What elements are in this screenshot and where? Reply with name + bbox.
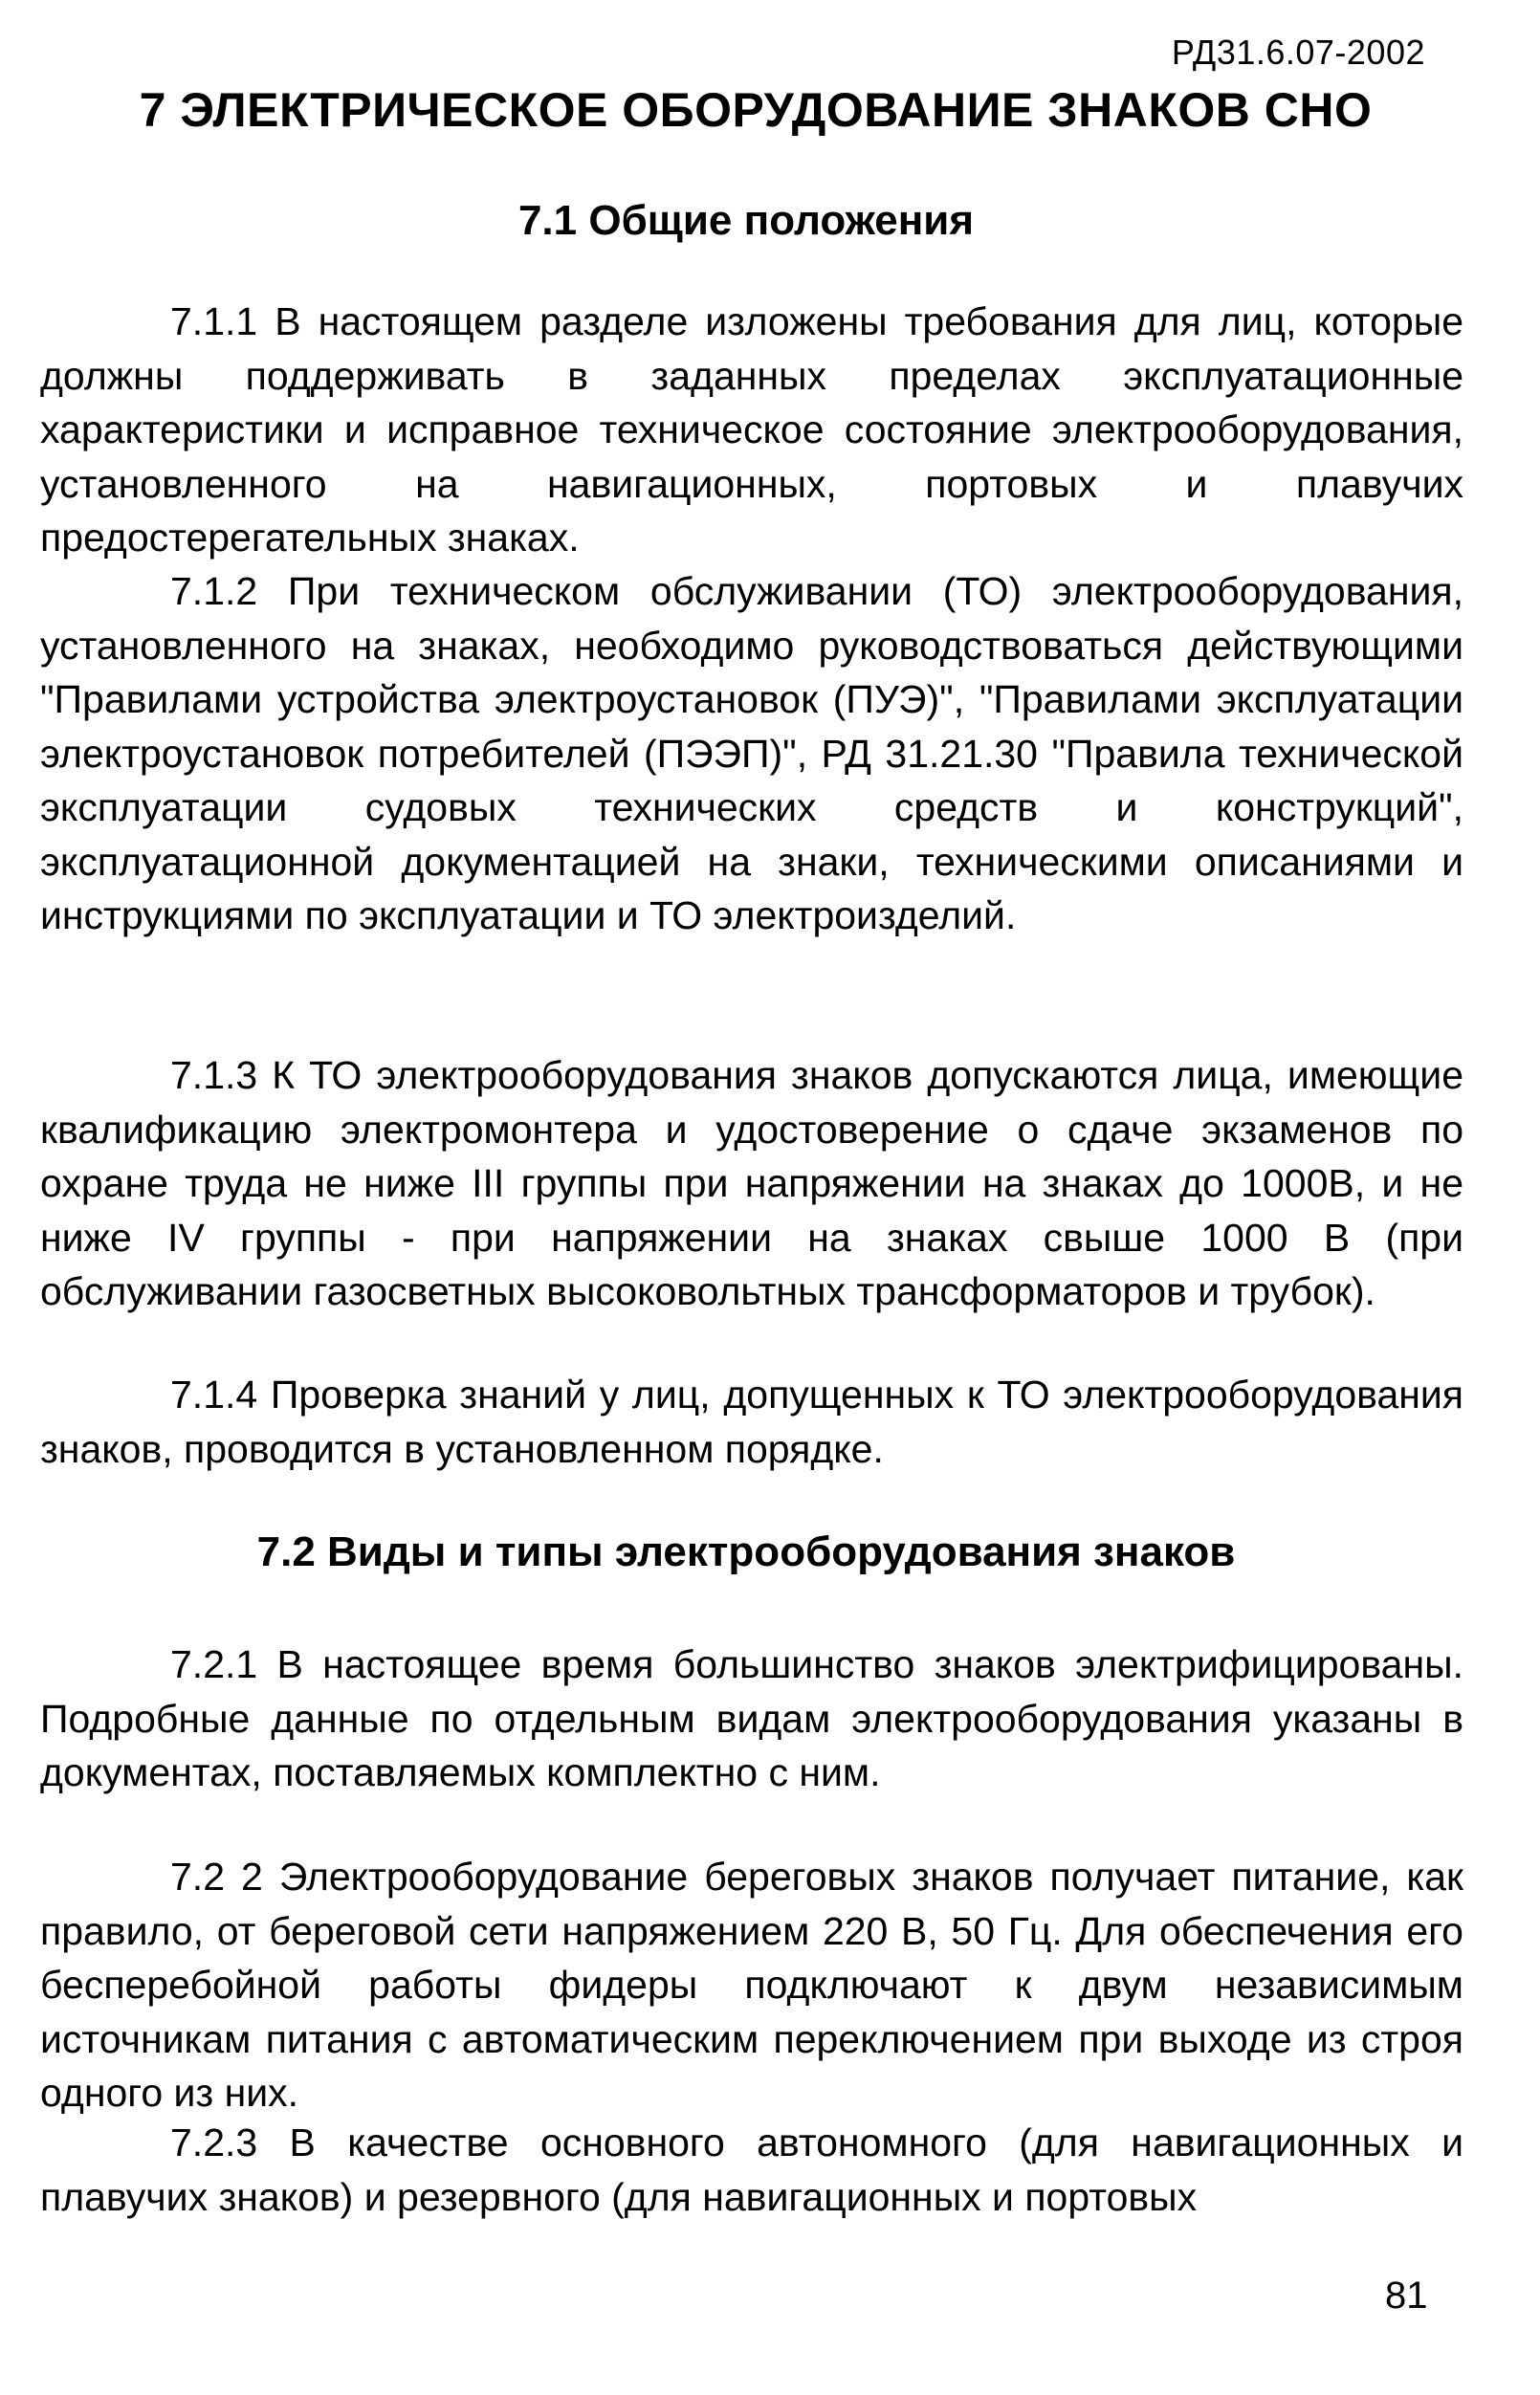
paragraph-7-1-4: 7.1.4 Проверка знаний у лиц, допущенных к ТО электрооборудования знаков, проводится в установленном порядке.	[40, 1373, 1463, 1471]
paragraph-7-2-1: 7.2.1 В настоящее время большинство знаков электрифицированы. Подробные данные по отдельным видам электрооборудования указаны в документах, поставляемых комплектно с ним.	[40, 1642, 1463, 1794]
paragraph-7-2-2: 7.2 2 Электрооборудование береговых знаков получает питание, как правило, от береговой сети напряжением 220 В, 50 Гц. Для обеспечения его бесперебойной работы фидеры подключают к двум независимым источникам питания с автоматическим переключением при выходе из строя одного из них.	[40, 1855, 1463, 2115]
paragraph-7-1-3: 7.1.3 К ТО электрооборудования знаков допускаются лица, имеющие квалификацию электромонтера и удостоверение о сдаче экзаменов по охране труда не ниже III группы при напряжении на знаках до 1000В, и не ниже IV группы - при напряжении на знаках свыше 1000 В (при обслуживании газосветных высоковольтных трансформаторов и трубок).	[40, 1053, 1463, 1313]
section-title-7-2: 7.2 Виды и типы электрооборудования знаков	[256, 1528, 1236, 1575]
paragraph-7-2-3: 7.2.3 В качестве основного автономного (для навигационных и плавучих знаков) и резервного (для навигационных и портовых	[40, 2120, 1463, 2219]
chapter-title: 7 ЭЛЕКТРИЧЕСКОЕ ОБОРУДОВАНИЕ ЗНАКОВ СНО	[139, 83, 1373, 137]
paragraph-7-1-1: 7.1.1 В настоящем разделе изложены требования для лиц, которые должны поддерживать в заданных пределах эксплуатационные характеристики и исправное техническое состояние электрооборудования, установленного на навигационных, портовых и плавучих предостерегательных знаках.	[40, 299, 1463, 560]
paragraph-7-1-2: 7.1.2 При техническом обслуживании (ТО) электрооборудования, установленного на знаках, необходимо руководствоваться действующими "Правилами устройства электроустановок (ПУЭ)", "Правилами эксплуатации электроустановок потребителей (ПЭЭП)", РД 31.21.30 "Правила технической эксплуатации судовых технических средств и конструкций", эксплуатационной документацией на знаки, техническими описаниями и инструкциями по эксплуатации и ТО электроизделий.	[40, 569, 1463, 937]
document-code: РД31.6.07-2002	[1171, 33, 1425, 72]
page-number: 81	[1385, 2274, 1428, 2317]
section-title-7-1: 7.1 Общие положения	[517, 197, 975, 244]
